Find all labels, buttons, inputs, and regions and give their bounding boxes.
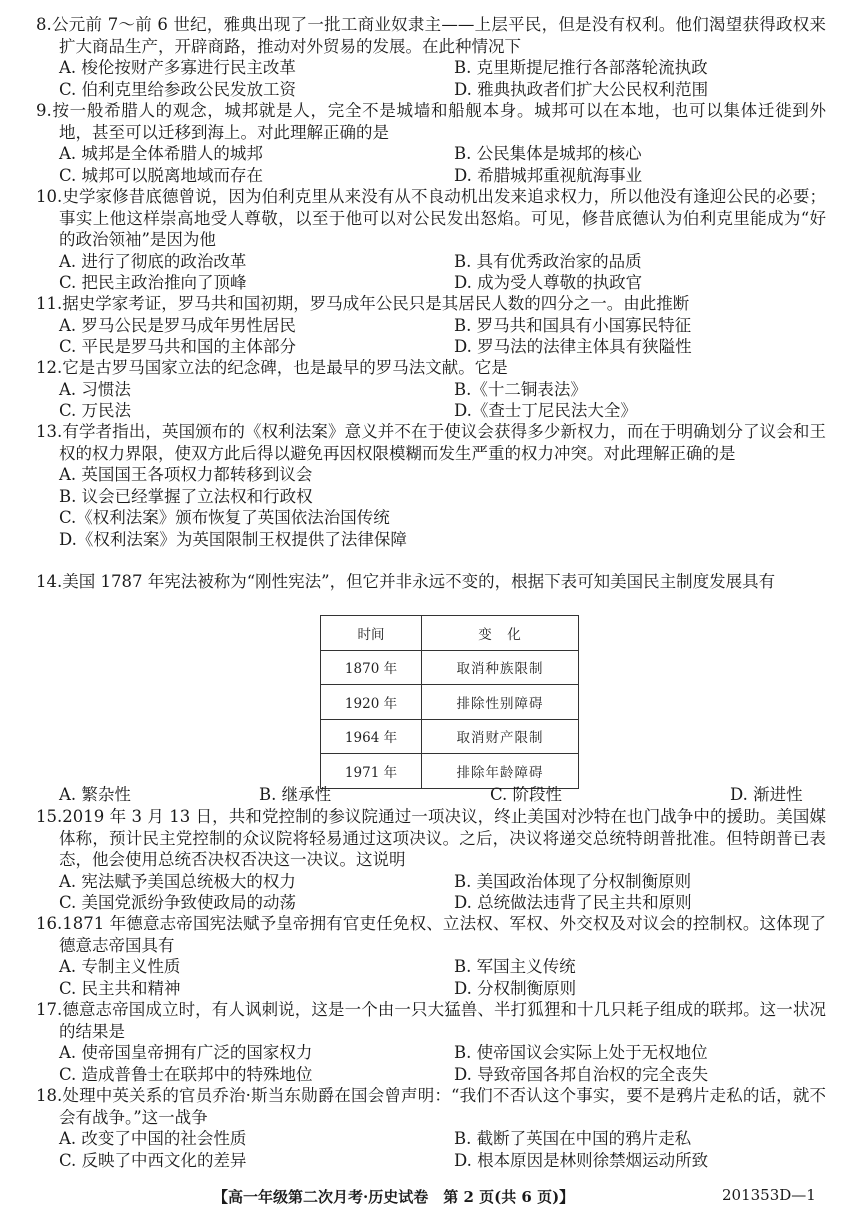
option-d[interactable]: D. 渐进性 — [730, 785, 803, 804]
option-d[interactable]: D.《查士丁尼民法大全》 — [454, 401, 637, 420]
option-c[interactable]: C. 阶段性 — [490, 785, 563, 804]
options — [36, 956, 826, 999]
option-c[interactable]: C. 把民主政治推向了顶峰 — [59, 273, 247, 292]
table-cell: 1870 年 — [321, 650, 422, 685]
question-9 — [36, 100, 826, 186]
question-stem: 9.按一般希腊人的观念，城邦就是人，完全不是城墙和船舰本身。城邦可以在本地，也可以集体迁徙到外地，甚至可以迁移到海上。对此理解正确的是 — [36, 101, 826, 142]
option-b[interactable]: B. 议会已经掌握了立法权和行政权 — [59, 486, 313, 506]
option-c[interactable]: C. 伯利克里给参政公民发放工资 — [59, 79, 297, 99]
footer-title: 【高一年级第二次月考·历史试卷 第 2 页(共 6 页)】 — [213, 1188, 575, 1206]
table-header: 变 化 — [422, 616, 579, 651]
options — [36, 1042, 826, 1085]
options — [36, 464, 826, 550]
option-c[interactable]: C. 平民是罗马共和国的主体部分 — [59, 337, 297, 356]
question-13 — [36, 421, 826, 550]
question-11 — [36, 293, 826, 358]
table-row — [321, 719, 579, 754]
table-cell: 排除年龄障碍 — [422, 754, 579, 789]
table-cell: 取消财产限制 — [422, 719, 579, 754]
paper-code: 201353D—1 — [722, 1186, 816, 1204]
option-b[interactable]: B. 军国主义传统 — [454, 957, 576, 976]
question-16 — [36, 913, 826, 999]
option-d[interactable]: D. 雅典执政者们扩大公民权利范围 — [454, 79, 709, 99]
question-14-options — [36, 784, 826, 806]
table-row — [321, 650, 579, 685]
option-b[interactable]: B.《十二铜表法》 — [454, 379, 587, 399]
option-b[interactable]: B. 克里斯提尼推行各部落轮流执政 — [454, 58, 708, 77]
page-footer — [0, 1186, 860, 1210]
question-10 — [36, 186, 826, 294]
option-a[interactable]: A. 专制主义性质 — [59, 957, 181, 976]
table-cell: 1964 年 — [321, 719, 422, 754]
option-a[interactable]: A. 改变了中国的社会性质 — [59, 1129, 247, 1148]
question-stem: 13.有学者指出，英国颁布的《权利法案》意义并不在于使议会获得多少新权力，而在于明确划分了议会和王权的权力界限，使双方此后得以避免再因权限模糊而发生严重的权力冲突。对此理解正确的是 — [36, 422, 826, 463]
option-c[interactable]: C. 万民法 — [59, 401, 132, 420]
options — [36, 315, 826, 358]
table-row — [321, 685, 579, 720]
option-c[interactable]: C. 造成普鲁士在联邦中的特殊地位 — [59, 1064, 313, 1084]
option-c[interactable]: C. 民主共和精神 — [59, 978, 181, 998]
option-b[interactable]: B. 美国政治体现了分权制衡原则 — [454, 871, 692, 891]
constitution-change-table — [320, 615, 579, 789]
option-a[interactable]: A. 英国国王各项权力都转移到议会 — [59, 465, 313, 484]
question-8 — [36, 14, 826, 100]
table-cell: 取消种族限制 — [422, 650, 579, 685]
options — [36, 784, 826, 806]
question-15 — [36, 806, 826, 914]
question-stem: 15.2019 年 3 月 13 日，共和党控制的参议院通过一项决议，终止美国对沙特在也门战争中的援助。美国媒体称，预计民主党控制的众议院将轻易通过这项决议。之后，决议将递交总统特朗普批准。但特朗普已表态，他会使用总统否决权否决这一决议。这说明 — [36, 807, 826, 869]
option-c[interactable]: C. 反映了中西文化的差异 — [59, 1150, 247, 1170]
option-c[interactable]: C. 美国党派纷争致使政局的动荡 — [59, 893, 297, 912]
question-stem: 8.公元前 7～前 6 世纪，雅典出现了一批工商业奴隶主——上层平民，但是没有权利。他们渴望获得政权来扩大商品生产，开辟商路，推动对外贸易的发展。在此种情况下 — [36, 15, 826, 56]
options — [36, 1128, 826, 1171]
option-a[interactable]: A. 使帝国皇帝拥有广泛的国家权力 — [59, 1043, 313, 1062]
question-stem: 16.1871 年德意志帝国宪法赋予皇帝拥有官吏任免权、立法权、军权、外交权及对议会的控制权。这体现了德意志帝国具有 — [36, 914, 826, 955]
table-cell: 1971 年 — [321, 754, 422, 789]
option-b[interactable]: B. 公民集体是城邦的核心 — [454, 144, 642, 163]
option-d[interactable]: D. 总统做法违背了民主共和原则 — [454, 893, 692, 912]
options — [36, 251, 826, 294]
option-d[interactable]: D. 成为受人尊敬的执政官 — [454, 273, 643, 292]
option-d[interactable]: D. 根本原因是林则徐禁烟运动所致 — [454, 1150, 709, 1170]
option-d[interactable]: D. 罗马法的法律主体具有狭隘性 — [454, 337, 692, 356]
option-b[interactable]: B. 截断了英国在中国的鸦片走私 — [454, 1129, 692, 1148]
question-18 — [36, 1085, 826, 1171]
option-c[interactable]: C. 城邦可以脱离地域而存在 — [59, 165, 264, 185]
question-stem: 14.美国 1787 年宪法被称为“刚性宪法”，但它并非永远不变的，根据下表可知美国民主制度发展具有 — [36, 572, 776, 591]
option-b[interactable]: B. 罗马共和国具有小国寡民特征 — [454, 315, 692, 335]
question-12 — [36, 357, 826, 422]
option-a[interactable]: A. 进行了彻底的政治改革 — [59, 251, 247, 271]
question-stem: 18.处理中英关系的官员乔治·斯当东勋爵在国会曾声明：“我们不否认这个事实，要不是鸦片走私的话，就不会有战争。”这一战争 — [36, 1086, 826, 1127]
option-a[interactable]: A. 罗马公民是罗马成年男性居民 — [59, 315, 296, 335]
option-d[interactable]: D. 分权制衡原则 — [454, 978, 577, 998]
question-stem: 17.德意志帝国成立时，有人讽刺说，这是一个由一只大猛兽、半打狐狸和十几只耗子组成的联邦。这一状况的结果是 — [36, 1000, 826, 1041]
question-stem: 11.据史学家考证，罗马共和国初期，罗马成年公民只是其居民人数的四分之一。由此推断 — [36, 294, 690, 313]
question-14 — [36, 571, 826, 593]
option-d[interactable]: D. 希腊城邦重视航海事业 — [454, 165, 643, 185]
options — [36, 57, 826, 100]
option-a[interactable]: A. 城邦是全体希腊人的城邦 — [59, 144, 263, 163]
option-a[interactable]: A. 梭伦按财产多寡进行民主改革 — [59, 58, 296, 77]
table-cell: 1920 年 — [321, 685, 422, 720]
question-stem: 10.史学家修昔底德曾说，因为伯利克里从来没有从不良动机出发来追求权力，所以他没有逢迎公民的必要；事实上他这样崇高地受人尊敬，以至于他可以对公民发出怒焰。可见，修昔底德认为伯利克里能成为“好的政治领袖”是因为他 — [36, 187, 826, 249]
option-a[interactable]: A. 繁杂性 — [59, 785, 131, 804]
option-d[interactable]: D.《权利法案》为英国限制王权提供了法律保障 — [59, 529, 407, 549]
table-header-row — [321, 616, 579, 651]
option-b[interactable]: B. 继承性 — [259, 785, 332, 804]
option-c[interactable]: C.《权利法案》颁布恢复了英国依法治国传统 — [59, 508, 390, 527]
table-header: 时间 — [321, 616, 422, 651]
options — [36, 871, 826, 914]
table-row — [321, 754, 579, 789]
option-a[interactable]: A. 宪法赋予美国总统极大的权力 — [59, 871, 296, 891]
option-d[interactable]: D. 导致帝国各邦自治权的完全丧失 — [454, 1064, 709, 1084]
options — [36, 379, 826, 422]
option-a[interactable]: A. 习惯法 — [59, 379, 131, 399]
option-b[interactable]: B. 使帝国议会实际上处于无权地位 — [454, 1043, 708, 1062]
question-17 — [36, 999, 826, 1085]
options — [36, 143, 826, 186]
question-stem: 12.它是古罗马国家立法的纪念碑，也是最早的罗马法文献。它是 — [36, 358, 508, 377]
table-cell: 排除性别障碍 — [422, 685, 579, 720]
option-b[interactable]: B. 具有优秀政治家的品质 — [454, 251, 642, 271]
